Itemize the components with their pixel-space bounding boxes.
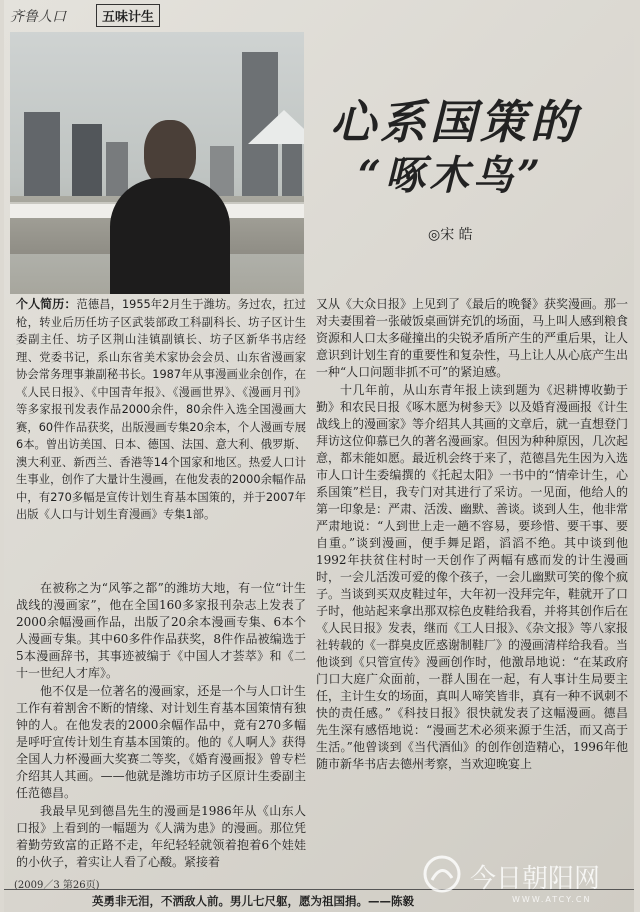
bio-text: 范德昌，1955年2月生于潍坊。务过农，扛过枪，转业后历任坊子区武装部政工科副科长、坊子区计生委副主任、坊子区荆山洼镇副镇长、坊子区新华书店经理、党委书记，系山东省美术家协会会员、山东省漫画家协会常务理事兼副秘书长。1987年从事漫画业余创作，在《人民日报》、《中国青年报》、《漫画世界》、《漫画月刊》等多家报刊发表作品2000余件，80余件入选全国漫画大赛，60件作品获奖，出版漫画专集20余本，个人漫画专展6本。曾出访美国、日本、德国、法国、意大利、俄罗斯、澳大利亚、新西兰、香港等14个国家和地区。热爱人口计生事业，创作了大量计生漫画，在他发表的2000余幅作品中，有270多幅是宣传计划生育基本国策的，并于2007年出版《人口与计划生育漫画》专集1部。	[16, 298, 306, 521]
photo-person-body	[110, 178, 230, 294]
page-header	[10, 4, 630, 26]
column-name: 五味计生	[96, 4, 160, 27]
footer-slogan: 英勇非无泪，不洒敌人前。男儿七尺躯，愿为祖国捐。——陈毅	[92, 894, 414, 908]
watermark-url: WWW.ATCY.CN	[512, 895, 592, 904]
watermark-logo-icon	[422, 854, 462, 894]
author-byline: ◎宋 皓	[428, 227, 473, 243]
photo-person-head	[144, 120, 196, 186]
body-paragraph: 我最早见到德昌先生的漫画是1986年从《山东人口报》上看到的一幅题为《人满为患》的漫画。那位凭着勤劳致富的正路不走，年纪轻轻就领着抱着6个娃娃的小伙子，着实让人看了心酸。紧接着	[16, 804, 306, 869]
article-title: 心系国策的	[330, 95, 580, 149]
bio-label: 个人简历：	[16, 297, 77, 311]
author-photo	[10, 32, 304, 294]
body-paragraph: 又从《大众日报》上见到了《最后的晚餐》获奖漫画。那一对夫妻围着一张破饭桌画饼充饥的场面，马上叫人感到粮食资源和人口太多碰撞出的尖锐矛盾所产生的严重后果，让人意识到计划生育的重要性和复杂性，马上让人从心底产生出一种“人口问题非抓不可”的紧迫感。	[316, 297, 629, 379]
body-paragraph: 十几年前，从山东青年报上读到题为《迟耕博收勤于勤》和农民日报《啄木愿为树参天》以及婚育漫画报《计生战线上的漫画家》等介绍其人其画的文章后，就一直想登门拜访这位仰慕已久的著名漫画家。但因为种种原因，几次起意，都未能如愿。最近机会终于来了，范德昌先生因为入选市人口计生委编撰的《托起太阳》一书中的“情牵计生，心系国策”栏目，我专门对其进行了采访。一见面，他给人的第一印象是：严肃、活泼、幽默、善谈。谈到人生，他非常严肃地说：“人到世上走一趟不容易，要珍惜、要干事、要自重。”谈到漫画，便手舞足蹈，滔滔不绝。其中谈到他1992年扶贫住村时一天创作了两幅有感而发的计生漫画时，一会儿活泼可爱的像个孩子，一会儿幽默可笑的像个疯子。当谈到买双皮鞋过年，大年初一没拜完年，鞋就开了口子时，他站起来拿出那双棕色皮鞋给我看，并将其创作后在《人民日报》发表，继而《工人日报》、《杂文报》等八家报社转载的《一群臭皮匠惑谢制鞋厂》的漫画清样给我看。当他谈到《只管宣传》漫画创作时，他激昂地说：“在某政府门口大庭广众面前，一群人围在一起，有人事计生局要主任，主计生女的场面，真叫人啼笑皆非，真有一种不讽刺不快的责任感。”《科技日报》很快就发表了这幅漫画。德昌先生深有感悟地说：“漫画艺术必须来源于生活，而又高于生活。”他曾谈到《当代酒仙》的创作创造精心，1996年他随市新华书店去德州考察，当欢迎晚宴上	[316, 383, 629, 771]
body-column-right	[316, 296, 628, 774]
body-paragraph: 在被称之为“风筝之都”的潍坊大地，有一位“计生战线的漫画家”，他在全国160多家报刊杂志上发表了2000余幅漫画作品，出版了20余本漫画专集、6本个人漫画专集。其中60多件作品获奖，8件作品被编选于5本漫画辞书，其事迹被编于《中国人才荟萃》和《二十一世纪人才库》。	[16, 581, 306, 680]
page-number: (2009／3 第26页)	[14, 880, 100, 891]
photo-person	[110, 120, 230, 294]
photo-tent-roof	[248, 110, 304, 144]
body-paragraph: 他不仅是一位著名的漫画家，还是一个与人口计生工作有着割舍不断的情缘、对计划生育基本国策情有独钟的人。在他发表的2000余幅作品中，竟有270多幅是呼吁宣传计划生育基本国策的。他的《人啊人》获得全国人力杯漫画大奖赛二等奖，《婚育漫画报》曾专栏介绍其人其画。——他就是潍坊市坊子区原计生委副主任范德昌。	[16, 684, 306, 800]
photo-building	[72, 124, 102, 202]
author-bio	[16, 296, 306, 524]
watermark-text: 今日朝阳网	[470, 864, 601, 894]
magazine-name: 齐鲁人口	[10, 9, 66, 25]
body-column-left	[16, 580, 306, 872]
photo-building	[24, 112, 60, 202]
magazine-page	[4, 0, 634, 912]
article-title-sub: “啄木鸟”	[358, 152, 545, 199]
